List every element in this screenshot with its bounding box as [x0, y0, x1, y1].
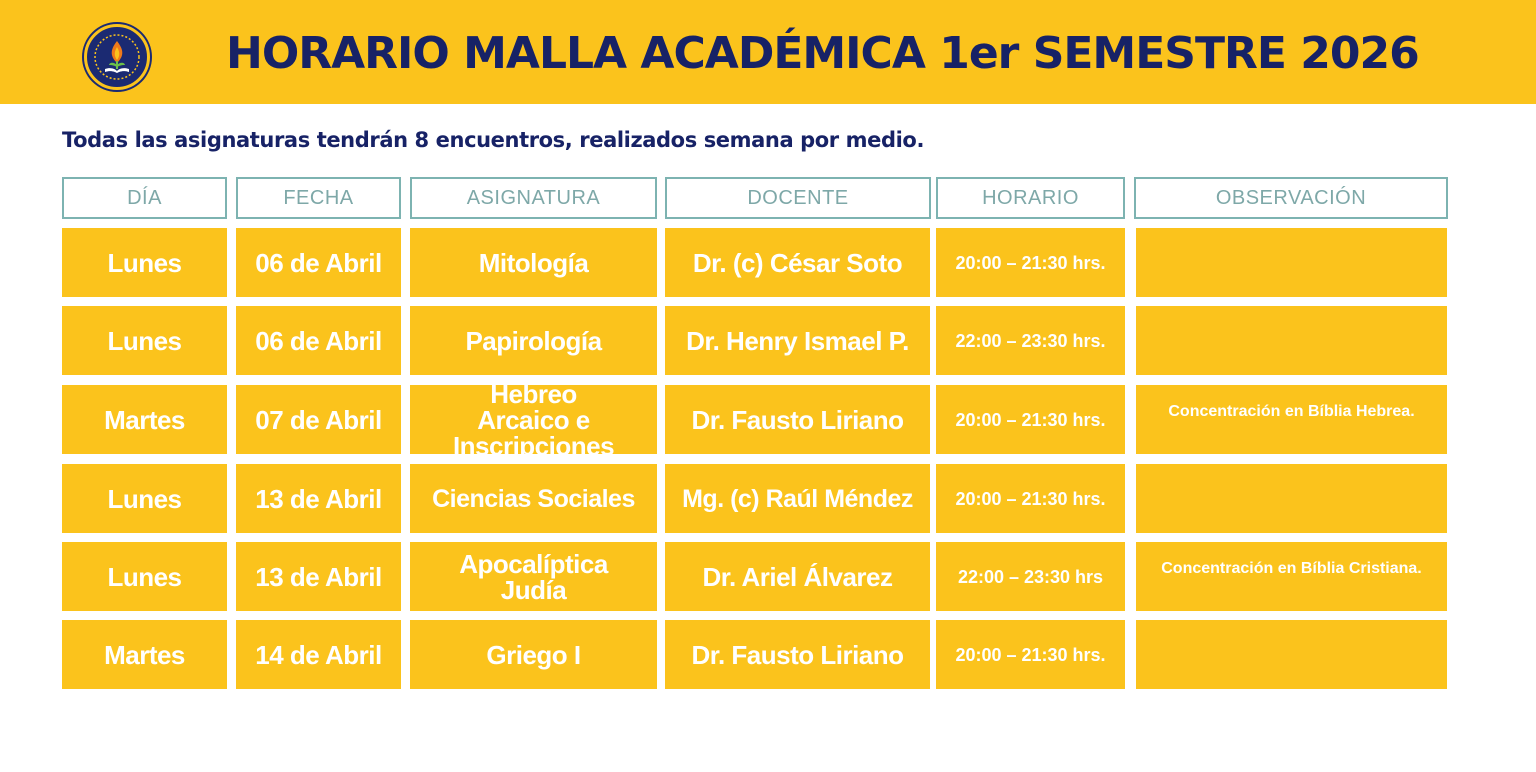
cell-observacion — [1136, 620, 1447, 689]
cell-docente: Dr. Henry Ismael P. — [665, 306, 930, 375]
column-header-docente: DOCENTE — [665, 177, 931, 219]
column-header-dia: DÍA — [62, 177, 227, 219]
cell-asignatura: Mitología — [410, 228, 657, 297]
cell-asignatura: Papirología — [410, 306, 657, 375]
cell-dia: Lunes — [62, 464, 227, 533]
cell-observacion — [1136, 464, 1447, 533]
column-header-horario: HORARIO — [936, 177, 1125, 219]
column-header-observacion: OBSERVACIÓN — [1134, 177, 1448, 219]
page-subtitle: Todas las asignaturas tendrán 8 encuentros, realizados semana por medio. — [62, 128, 925, 152]
cell-horario: 20:00 – 21:30 hrs. — [936, 620, 1125, 689]
cell-dia: Lunes — [62, 228, 227, 297]
institute-seal-logo — [84, 24, 150, 90]
cell-observacion — [1136, 306, 1447, 375]
cell-fecha: 14 de Abril — [236, 620, 401, 689]
cell-docente: Dr. (c) César Soto — [665, 228, 930, 297]
cell-docente: Dr. Fausto Liriano — [665, 385, 930, 454]
cell-docente: Mg. (c) Raúl Méndez — [665, 464, 930, 533]
page-title: HORARIO MALLA ACADÉMICA 1er SEMESTRE 2026 — [226, 28, 1419, 79]
cell-observacion — [1136, 228, 1447, 297]
cell-asignatura: Griego I — [410, 620, 657, 689]
flame-book-icon — [87, 27, 147, 87]
cell-horario: 20:00 – 21:30 hrs. — [936, 385, 1125, 454]
cell-asignatura: Apocalíptica Judía — [410, 542, 657, 611]
cell-observacion: Concentración en Bíblia Cristiana. — [1136, 542, 1447, 611]
cell-horario: 22:00 – 23:30 hrs — [936, 542, 1125, 611]
cell-dia: Lunes — [62, 542, 227, 611]
cell-dia: Lunes — [62, 306, 227, 375]
column-header-fecha: FECHA — [236, 177, 401, 219]
cell-dia: Martes — [62, 385, 227, 454]
cell-docente: Dr. Ariel Álvarez — [665, 542, 930, 611]
cell-docente: Dr. Fausto Liriano — [665, 620, 930, 689]
cell-observacion: Concentración en Bíblia Hebrea. — [1136, 385, 1447, 454]
header-banner — [0, 0, 1536, 104]
cell-fecha: 07 de Abril — [236, 385, 401, 454]
cell-fecha: 13 de Abril — [236, 464, 401, 533]
cell-asignatura: Hebreo Arcaico e Inscripciones — [410, 385, 657, 454]
cell-horario: 20:00 – 21:30 hrs. — [936, 464, 1125, 533]
cell-horario: 22:00 – 23:30 hrs. — [936, 306, 1125, 375]
column-header-asignatura: ASIGNATURA — [410, 177, 657, 219]
cell-fecha: 06 de Abril — [236, 228, 401, 297]
cell-asignatura: Ciencias Sociales — [410, 464, 657, 533]
cell-fecha: 06 de Abril — [236, 306, 401, 375]
cell-dia: Martes — [62, 620, 227, 689]
cell-horario: 20:00 – 21:30 hrs. — [936, 228, 1125, 297]
cell-fecha: 13 de Abril — [236, 542, 401, 611]
